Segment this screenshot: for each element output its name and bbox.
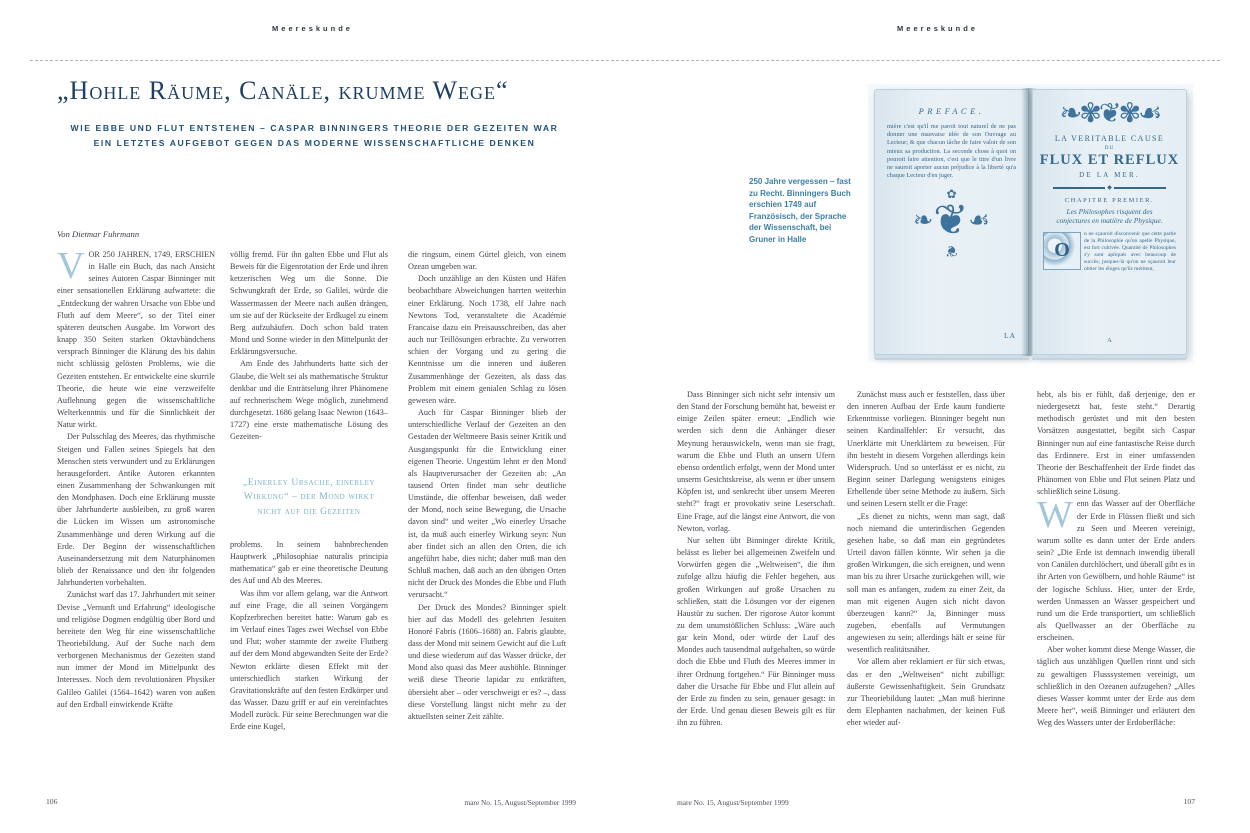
chapter-opening [1043, 231, 1176, 273]
paragraph [57, 249, 215, 431]
book-title-line-3: FLUX ET REFLUX [1039, 152, 1180, 168]
article-subtitle [27, 121, 602, 151]
chapter-heading: CHAPITRE PREMIER. [1064, 197, 1155, 204]
fleuron-main-icon: ❦ [933, 198, 969, 245]
paragraph: Der Druck des Mondes? Binninger spielt hier auf das Modell des gelehrten Jesuiten Honoré Fabris (1606–1688) an. Fabris glaubte, dass der Mond mit seinem Gewicht auf die Luft und diese wiederum auf das Wasser drücke, der Mond also quasi das Meer aushöhle. Binninger weiß diese Theorie lapidar zu entkräften, übersieht aber – oder verschweigt er es? –, dass diese Vorstellung längst nicht mehr zu der aktuellsten seiner Zeit zählte. [408, 602, 566, 721]
article-title: „Hohle Räume, Canäle, krumme Wege“ [57, 76, 509, 105]
fleuron-right-icon: ☙ [968, 208, 990, 235]
paragraph: Zunächst warf das 17. Jahrhundert mit seiner Devise „Vernunft und Erfahrung“ ideologische und religiöse Dogmen endgültig über Bord und bereitete den Weg für eine wissenschaftliche Theoriebildung. Auf der Suche nach dem verborgenen Mechanismus der Gezeiten stand nun immer der Mond im Mittelpunkt des Interesses. Noch dem revolutionären Physiker Galileo Galilei (1564–1642) waren von außen auf den Erdball einwirkende Kräfte [57, 590, 215, 709]
running-head-left: Meereskunde [272, 24, 353, 33]
paragraph: Was ihm vor allem gelang, war die Antwort auf eine Frage, die all seinen Vorgängern Kopfzerbrechen bereitet hatte: Warum gab es im Verlauf eines Tages zwei Wechsel von Ebbe und Flut; woher stammte der zweite Flutberg auf der dem Mond abgewandten Seite der Erde? Newton erklärte diesen Effekt mit der unterschiedlich starken Wirkung der Gravitationskräfte auf den festen Erdkörper und das Wasser. Dazu griff er auf ein vereinfachtes Modell zurück. Für seine Berechnungen war die Erde eine Kugel, [230, 588, 388, 732]
catchword: A [1107, 337, 1112, 344]
pull-quote: „Einerley Ursache, einerley Wirkung“ – der Mond wirkt nicht auf die Gezeiten [242, 476, 376, 517]
fleuron-left-icon: ❧ [913, 208, 934, 235]
book-page-title [1032, 89, 1187, 355]
paragraph: Der Pulsschlag des Meeres, das rhythmische Steigen und Fallen seines Spiegels hat den Menschen stets verwundert und zu Erklärungen herausgefordert. Antike Autoren erkannten einen Zusammenhang der Schwankungen mit den Mondphasen. Doch eine Erklärung musste über Jahrhunderte ausbleiben, zu groß waren die Lücken im Wissen um astronomische Zusammenhänge und deren Wirkung auf die Erde. Der Beginn der wissenschaftlichen Auseinandersetzung mit dem Naturphänomen blieb der Renaissance und den ihr folgenden Jahrhunderten vorbehalten. [57, 432, 215, 588]
paragraph: völlig fremd. Für ihn galten Ebbe und Flut als Beweis für die Eigenrotation der Erde und ihren ketzerischen Weg um die Sonne. Die Schwungkraft der Erde, so Galilei, würde die Wassermassen der Meere nach außen drängen, um sie auf der Rückseite der Erdkugel zu einem Berg aufzuhäufen. Doch schon bald traten Mond und Sonne wieder in den Mittelpunkt der Erklärungsversuche. [230, 250, 388, 357]
paragraph [1037, 494, 1195, 644]
left-page-column-2 [230, 249, 388, 797]
drop-cap-v: V [57, 249, 85, 287]
paragraph: problems. In seinem bahnbrechenden Hauptwerk „Philosophiae naturalis principia mathematica“ gab er eine theoretische Deutung des Auf und Ab des Meeres. [230, 540, 388, 586]
chapter-body: n ne sçauroit disconvenir que cette partie de la Philosophie qu'on apelle Physique, est fort cultivée. Quantité de Philosophes s'y sont apliqués avec beaucoup de succès; jusques-là qu'on ne sçauroit leur obtier les éloges qu'ils méritent, [1084, 231, 1176, 272]
header-rule [30, 60, 1220, 61]
issue-footer-left: mare No. 15, August/September 1999 [464, 798, 576, 807]
diamond-icon: ◆ [1107, 185, 1112, 191]
decorated-initial: O [1043, 232, 1081, 270]
right-page-column-1 [677, 389, 835, 794]
subtitle-line-2: EIN LETZTES AUFGEBOT GEGEN DAS MODERNE WISSENSCHAFTLICHE DENKEN [93, 138, 536, 148]
right-page-column-3 [1037, 389, 1195, 794]
fleuron-bottom-icon: ❦ [945, 242, 958, 259]
paragraph: Doch unzählige an den Küsten und Häfen beobachtbare Abweichungen harrten weiterhin einer Erklärung. Noch 1738, elf Jahre nach Newtons Tod, veranstaltete die Académie Francaise dazu ein Preisausschreiben, das aber auch nur Teillösungen erbrachte. Zu verworren schien der Vorgang und zu gering die Kenntnisse um die inneren und äußeren Zusammenhänge der Gezeiten, als dass das Problem mit einem genialen Schlag zu lösen gewesen wäre. [408, 274, 566, 405]
book-title-line-1: LA VERITABLE CAUSE [1054, 134, 1165, 143]
fleuron-top-icon: ✿ [946, 187, 957, 202]
photo-caption: 250 Jahre vergessen – fast zu Recht. Binningers Buch erschien 1749 auf Französisch, der Sprache der Wissenschaft, bei Gruner in Halle [749, 177, 851, 244]
paragraph: Vor allem aber reklamiert er für sich etwas, das er den „Weltweisen“ nicht zubilligt: äußerste Gewissenhaftigkeit. Sein Grundsatz zur Theoriebildung lautet: „Man muß hierinne dem Elephanten nachahmen, der keinen Fuß eher wieder auf- [847, 657, 1005, 728]
rule-bar [1053, 187, 1105, 189]
paragraph-text: OR 250 JAHREN, 1749, ERSCHIEN in Halle ein Buch, das nach Ansicht seines Autoren Caspar Binninger mit einer sensationellen Erklärung aufwartete: die „Entdeckung der wahren Ursache von Ebbe und Fluth auf dem Meere“, so der Titel einer späteren deutschen Ausgabe. Im Vorwort des knapp 350 Seiten starken Oktavbändchens versprach Binninger die Klärung des bis dahin nicht schlüssig gelösten Problems, wie die Gezeiten entstehen. Er entwickelte eine skurrile Theorie, die heute wie eine verzweifelte Auflehnung gegen die wissenschaftliche Welterkenntnis und für die Sinnlichkeit der Natur wirkt. [57, 250, 215, 430]
catchword: LA [1004, 331, 1016, 340]
fleuron-icon [875, 188, 1028, 257]
paragraph: die ringsum, einem Gürtel gleich, von einem Ozean umgeben war. [408, 250, 566, 272]
preface-heading: PREFACE. [918, 106, 985, 116]
page-number-right: 107 [1183, 797, 1195, 806]
issue-footer-right: mare No. 15, August/September 1999 [677, 798, 789, 807]
running-head-right: Meereskunde [897, 24, 978, 33]
paragraph: hebt, als bis er fühlt, daß derjenige, den er niedergesetzt hat, feste steht.“ Derartig methodisch gerüstet und mit den besten Vorsätzen ausgestattet, begibt sich Caspar Binninger nun auf eine fantastische Reise durch das Erdinnere. Erst in einer umfassenden Theorie der Beschaffenheit der Erde findet das Phänomen von Ebbe und Flut seinen Platz und schließlich seine Lösung. [1037, 390, 1195, 497]
byline: Von Dietmar Fuhrmann [57, 229, 140, 239]
chapter-subtitle: Les Philosophes risquent des conjectures en matière de Physique. [1056, 207, 1163, 225]
drop-cap-w: W [1037, 494, 1073, 537]
paragraph: Aber woher kommt diese Menge Wasser, die täglich aus unzähligen Quellen rinnt und sich zu gewaltigen Flusssystemen vereinigt, um schließlich in den Ozeanen aufzugehen? „Alles dieses Wasser kommt unter der Erde aus dem Meere her“, weiß Binninger und erläutert den Weg des Wassers unter der Erdoberfläche: [1037, 645, 1195, 728]
paragraph: Dass Binninger sich nicht sehr intensiv um den Stand der Forschung bemüht hat, beweist er einige Zeilen später erneut: „Endlich wie werden sich denn die Anhänger dieser Meynung herauswickeln, wenn man sie fragt, warum die Ebbe und Fluth an unsern Ufern ebenso ordentlich erfolgt, wenn der Mond unter unserm Gesichtskreise, als wenn er über unsern Köpfen ist, und senkrecht über unsern Meeren steht?“ fragt er provokativ seine Leserschaft. Eine Frage, auf die längst eine Antwort, die von Newton, vorlag. [677, 390, 835, 533]
book-title-line-4: DE LA MER. [1079, 171, 1140, 179]
subtitle-line-1: WIE EBBE UND FLUT ENTSTEHEN – CASPAR BINNINGERS THEORIE DER GEZEITEN WAR [70, 123, 559, 133]
book-photo [868, 84, 1193, 362]
headpiece-ornament-icon: ❧✾❦✾☙ [1059, 98, 1160, 128]
page-number-left: 106 [46, 797, 58, 806]
paragraph: Am Ende des Jahrhunderts hatte sich der Glaube, die Welt sei als mathematische Struktur denkbar und die Enträtselung ihrer Phänomene auf rechnerischem Wege möglich, zunehmend durchgesetzt. 1686 gelang Isaac Newton (1643–1727) eine erste mathematische Lösung des Gezeiten- [230, 359, 388, 442]
paragraph: Auch für Caspar Binninger blieb der unterschiedliche Verlauf der Gezeiten an den Gestaden der Weltmeere Basis seiner Kritik und Ausgangspunkt für die Entwicklung einer eigenen Theorie. Ungestüm lehnt er den Mond als Hauptverursacher der Gezeiten ab: „An tausend Orten findet man sehr deutliche Umstände, die offenbar beweisen, daß weder der Mond, noch seine Bewegung, die Ursache davon sind“ und weiter „Wo einerley Ursache ist, da muß auch einerley Wirkung seyn: Nun aber findet sich an allen den Orten, die ich angeführt habe, dies nicht; daher muß man den Schluß machen, daß auch an den übrigen Orten nicht der Druck des Mondes die Ebbe und Fluth verursacht.“ [408, 408, 566, 600]
ornamental-rule [1047, 184, 1172, 191]
left-page-column-1 [57, 249, 215, 797]
rule-bar [1114, 187, 1166, 189]
book-page-preface [874, 89, 1029, 355]
paragraph: „Es dienet zu nichts, wenn man sagt, daß noch niemand die unterirdischen Gegenden gesehen habe, so daß man ein gegründetes Urteil davon fällen könnte. Wir sehen ja die großen Wirkungen, die sich ereignen, und wenn man bis zu ihrer Ursache zurückgehen will, wie soll man es anfangen, zudem zu einer Zeit, da man mit eigenen Augen sich nicht davon überzeugen kann?“ Ja, Binninger muss zugeben, ebenfalls auf Vermutungen angewiesen zu sein; allerdings hält er seine für wesentlich realitätsnäher. [847, 511, 1005, 655]
preface-body: mière c'est qu'il me paroit tout naturel de ne pas donner une mauvaise idée de son Ouvrage au Lecteur; & que chacun tâche de faire valoir de son mieux sa production. La seconde chose à quoi on pouroit faire attention, c'est que le titre d'un livre ne sauroit aporter aucun préjudice à la liberté qu'a chaque Lecteur d'en juger. [887, 123, 1016, 180]
paragraph: Nur selten übt Binninger direkte Kritik, belässt es lieber bei allgemeinen Zweifeln und Vorwürfen gegen die „Weltweisen“, die ihm zufolge allzu häufig die Fehler begehen, aus großen Wirkungen auf große Ursachen zu schließen, statt die Lösungen vor der eigenen Haustür zu suchen. Der rigorose Autor kommt zu dem unumstößlichen Schluss: „Wäre auch gar kein Mond, oder würde der Lauf des Mondes auch tausendmal aufgehalten, so würde doch die Ebbe und Fluth des Meeres immer in ihrer Ordnung fortgehen.“ Für Binninger muss daher die Ursache für Ebbe und Flut allein auf der Erde zu finden zu sein, genauer gesagt: in der Erde. Und genau diesen Beweis gilt es für ihn zu führen. [677, 535, 835, 728]
book-title-line-2: DU [1104, 145, 1115, 151]
right-page-column-2 [847, 389, 1005, 794]
paragraph-text: enn das Wasser auf der Oberfläche der Erde in Flüssen fließt und sich zu Seen und Meeren vereinigt, warum sollte es dann unter der Erde anders sein? „Die Erde ist demnach inwendig überall von Canälen durchlöchert, und überall gibt es in ihr Arten von Gewölbern, und hohle Räume“ ist der logische Schluss. Hier, unter der Erde, werden Unmassen an Wasser gespeichert und rund um die Erde transportiert, um schließlich als Quellwasser an der Oberfläche zu erscheinen. [1037, 499, 1195, 643]
paragraph: Zunächst muss auch er feststellen, dass über den inneren Aufbau der Erde kaum fundierte Erkenntnisse vorliegen. Binninger begeht nun seinen Kardinalfehler: Er versucht, das Unerklärte mit Unerklärtem zu beweisen. Für ihn besteht in diesem Vorgehen allerdings kein Widerspruch. Und so unterlässt er es nicht, zu Beginn seiner Darlegung wenigstens einiges Erhellende über seine Methode zu äußern. Sich und seinen Lesern stellt er die Frage: [847, 390, 1005, 509]
left-page-column-3 [408, 249, 566, 797]
